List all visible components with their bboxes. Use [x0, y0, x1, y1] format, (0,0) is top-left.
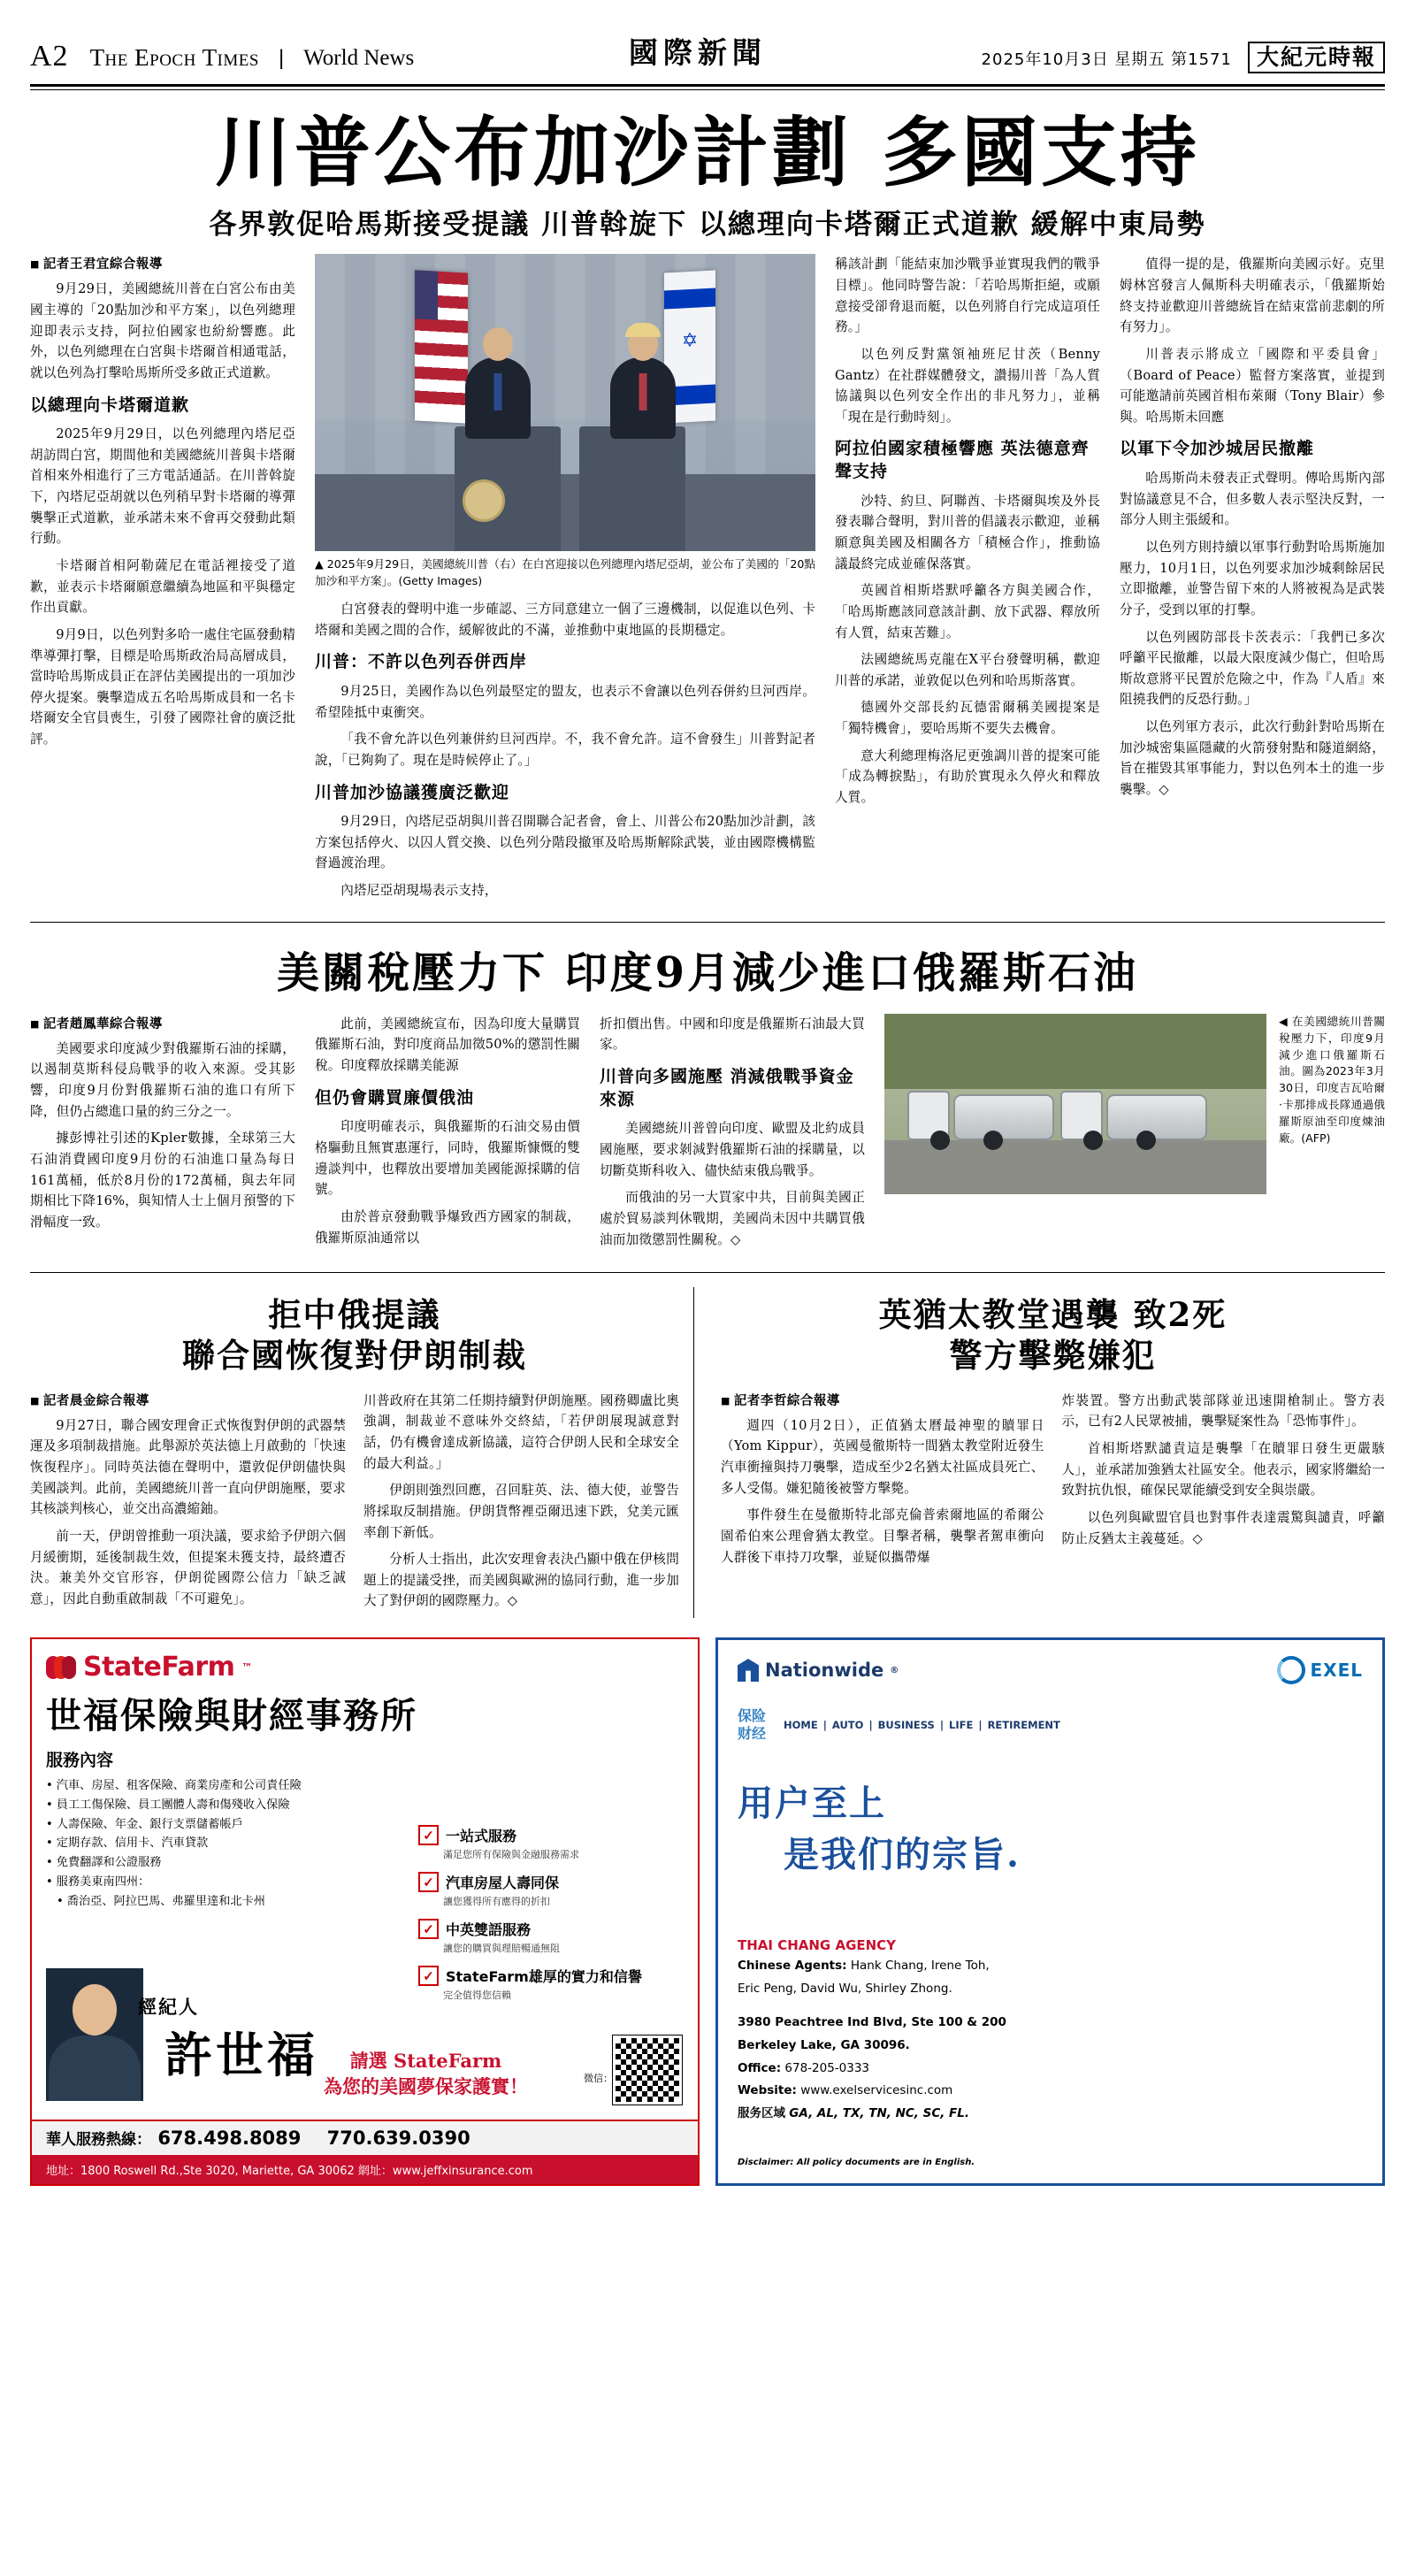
story4-headline-line1: 英猶太教堂遇襲 致2死 — [878, 1295, 1228, 1335]
paragraph: 據彭博社引述的Kpler數據，全球第三大石油消費國印度9月份的石油進口量為每日161萬桶，低於8月份的172萬桶，與去年同期相比下降16%，與知情人士上個月預警的下滑幅度一致。 — [30, 1131, 295, 1230]
advertisements — [30, 1637, 1385, 2186]
lead-photo-caption: ▲ 2025年9月29日，美國總統川普（右）在白宮迎接以色列總理內塔尼亞胡，並公布了美國的「20點加沙和平方案」。(Getty Images) — [315, 557, 815, 588]
registered-symbol: ® — [890, 1665, 899, 1675]
story3-byline: ■ 記者晨金綜合報導 — [30, 1391, 346, 1409]
website-label: Website: — [738, 2083, 797, 2098]
paragraph: 週四（10月2日），正值猶太曆最神聖的贖罪日（Yom Kippur），英國曼徹斯特一間猶太教堂附近發生汽車衝撞與持刀襲擊，造成至少2名猶太社區成員死亡、多人受傷。嫌犯隨後被警方擊斃。 — [721, 1417, 1044, 1496]
story4 — [721, 1287, 1385, 1618]
nationwide-logo — [738, 1659, 899, 1682]
paragraph: 意大利總理梅洛尼更強調川普的提案可能「成為轉捩點」，有助於實現永久停火和釋放人質。 — [835, 748, 1100, 806]
ad-state-farm[interactable] — [30, 1637, 700, 2186]
nationwide-brand: Nationwide — [765, 1660, 884, 1682]
paragraph: 伊朗則強烈回應，召回駐英、法、德大使，並警告將採取反制措施。伊朗貨幣裡亞爾迅速下跌，兌美元匯率創下新低。 — [363, 1483, 679, 1540]
paragraph: 稱該計劃「能結束加沙戰爭並實現我們的戰爭目標」。他同時警告說：「若哈馬斯拒絕，或願意接受卻脅退而艇，以色列將自行完成這項任務。」 — [835, 257, 1100, 335]
ad-nationwide[interactable] — [715, 1637, 1385, 2186]
feature-item — [418, 1872, 684, 1892]
ad-slogan — [738, 1778, 1363, 1881]
list-item: • 免費翻譯和公證服務 — [46, 1853, 684, 1873]
state-farm-brand: StateFarm — [83, 1652, 235, 1683]
story2-divider — [30, 922, 1385, 923]
feature-item — [418, 1919, 684, 1939]
paragraph: 9月27日，聯合國安理會正式恢復對伊朗的武器禁運及多項制裁措施。此舉源於英法德上月啟動的「快速恢復程序」。同時英法德在聲明中，還敦促伊朗儘快與美國談判。此前，美國總統川普一直向伊朗施壓，要求其核談判核心，並交出高濃縮鈾。 — [30, 1417, 346, 1517]
ad-address-bar: 地址：1800 Roswell Rd.,Ste 3020, Mariette, GA 30062 網址：www.jeffxinsurance.com — [32, 2155, 698, 2184]
check-icon: ✓ — [418, 1872, 439, 1892]
paragraph: 「我不會允許以色列兼併約旦河西岸。不，我不會允許。這不會發生」川普對記者說，「已夠夠了。現在是時候停止了。」 — [315, 732, 815, 768]
story2-subheading-1: 但仍會購買廉價俄油 — [315, 1087, 475, 1108]
paragraph: 卡塔爾首相阿勒薩尼在電話裡接受了道歉，並表示卡塔爾願意繼續為地區和平與穩定作出貢獻。 — [30, 557, 295, 616]
israel-flag-icon: ✡ — [664, 271, 715, 424]
story3-headline — [30, 1294, 679, 1376]
list-item: • 喬治亞、阿拉巴馬、弗羅里達和北卡州 — [57, 1892, 684, 1912]
phone-number-2[interactable]: 770.639.0390 — [326, 2128, 470, 2150]
masthead-left — [30, 40, 414, 73]
agent-label: 經紀人 — [138, 1996, 199, 2019]
agent-photo — [46, 1968, 143, 2101]
lead-subheading-4: 阿拉伯國家積極響應 英法德意齊聲支持 — [835, 439, 1090, 482]
nav-item-business[interactable]: BUSINESS — [877, 1719, 935, 1732]
lead-column-2 — [315, 254, 815, 907]
agents-line-2: Eric Peng, David Wu, Shirley Zhong. — [738, 1981, 952, 1996]
ad-red-message — [324, 2049, 528, 2099]
address-line-2: Berkeley Lake, GA 30096. — [738, 2037, 910, 2052]
office-line — [738, 2059, 1363, 2079]
agency-name: THAI CHANG AGENCY — [738, 1937, 897, 1954]
masthead-right — [982, 42, 1385, 73]
paragraph: 值得一提的是，俄羅斯向美國示好。克里姆林宮發言人佩斯科夫明確表示，「俄羅斯始終支持並歡迎川普總統旨在結束當前悲劇的所有努力」。 — [1120, 257, 1385, 335]
story4-headline-line2: 警方擊斃嫌犯 — [949, 1336, 1157, 1376]
story4-headline — [721, 1294, 1385, 1376]
paragraph: 前一天，伊朗曾推動一項決議，要求給予伊朗六個月緩衝期，延後制裁生效，但提案未獲支持，最終遭否決。兼美外交官形容，伊朗從國際公信力「缺乏誠意」，因此自動重啟制裁「不可避免」。 — [30, 1528, 346, 1606]
agents-line-1: Hank Chang, Irene Toh, — [850, 1959, 990, 1974]
paragraph: 以色列方則持續以軍事行動對哈馬斯施加壓力，10月1日，以色列要求加沙城剩餘居民立即撤離，並警告留下來的人將被視為是武裝分子，受到以軍的打擊。 — [1120, 539, 1385, 617]
feature-title: 汽車房屋人壽同保 — [446, 1874, 560, 1892]
lead-subhead: 各界敦促哈馬斯接受提議 川普斡旋下 以總理向卡塔爾正式道歉 緩解中東局勢 — [209, 209, 1206, 242]
masthead-rule-thick — [30, 84, 1385, 87]
paper-logo-cn: 大紀元時報 — [1248, 42, 1385, 73]
lead-byline: ■ 記者王君宜綜合報導 — [30, 254, 295, 272]
address-line-1: 3980 Peachtree Ind Blvd, Ste 100 & 200 — [738, 2014, 1006, 2029]
lead-story-grid — [30, 254, 1385, 907]
paragraph: 哈馬斯尚未發表正式聲明。傳哈馬斯內部對協議意見不合，但多數人表示堅決反對，一部分人則主張緩和。 — [1120, 471, 1385, 528]
lead-subheading-3: 川普加沙協議獲廣泛歡迎 — [315, 782, 510, 802]
paper-name: The Epoch Times — [89, 44, 259, 71]
nav-cn-line2: 财经 — [738, 1725, 767, 1743]
paragraph: 2025年9月29日，以色列總理內塔尼亞胡訪問白宮，期間他和美國總統川普與卡塔爾首相來外相進行了三方電話通話。在川普斡旋下，內塔尼亞胡就以色列稍早對卡塔爾的導彈襲擊正式道歉，並承諾未來不會再交發動此類行動。 — [30, 426, 295, 547]
story2-grid — [30, 1014, 1385, 1256]
story4-column-1 — [721, 1391, 1044, 1574]
website-line — [738, 2082, 1363, 2101]
check-icon: ✓ — [418, 1966, 439, 1986]
story3-headline-line2: 聯合國恢復對伊朗制裁 — [182, 1336, 527, 1376]
paragraph: 9月29日，內塔尼亞胡與川普召開聯合記者會，會上、川普公布20點加沙計劃，該方案包括停火、以囚人質交換、以色列分階段撤軍及哈馬斯解除武裝，並由國際機構監督過渡治理。 — [315, 814, 815, 871]
presidential-seal-icon — [463, 479, 505, 522]
nationwide-eagle-icon — [738, 1659, 759, 1682]
story3-column-2 — [363, 1391, 679, 1618]
story2-subheading-2: 川普向多國施壓 消減俄戰爭資金來源 — [600, 1067, 854, 1109]
office-label: Office: — [738, 2060, 782, 2075]
nationwide-header — [738, 1656, 1363, 1684]
paragraph: 以色列國防部長卡茨表示：「我們已多次呼籲平民撤離，以最大限度減少傷亡，但哈馬斯故意將平民置於危險之中，作為『人盾』來阻撓我們的反恐行動。」 — [1120, 629, 1385, 708]
paragraph: 美國要求印度減少對俄羅斯石油的採購，以遏制莫斯科侵烏戰爭的收入來源。受其影響，印度9月份對俄羅斯石油的進口有所下降，但仍占總進口量的約三分之一。 — [30, 1040, 295, 1119]
ad-nav[interactable]: 保险 财经 HOME | AUTO | BUSINESS | LIFE | RETIREMENT — [738, 1707, 1060, 1743]
masthead-rule-thin — [30, 89, 1385, 90]
lead-subheading-5: 以軍下令加沙城居民撤離 — [1120, 439, 1315, 459]
paragraph: 以色列軍方表示，此次行動針對哈馬斯在加沙城密集區隱藏的火箭發射點和隧道網絡，旨在摧毀其軍事能力，對以色列本土的進一步襲擊。◇ — [1120, 719, 1385, 798]
lower-divider — [30, 1272, 1385, 1273]
service-area-label: 服务区域 — [738, 2106, 785, 2121]
paragraph: 9月25日，美國作為以色列最堅定的盟友，也表示不會讓以色列吞併約旦河西岸。希望陸抵中東衝突。 — [315, 684, 815, 720]
nav-item-life[interactable]: LIFE — [949, 1719, 974, 1732]
story3 — [30, 1287, 694, 1618]
phone-number-1[interactable]: 678.498.8089 — [157, 2128, 302, 2150]
oil-tanker-photo — [884, 1014, 1266, 1194]
paragraph: 由於普京發動戰爭爆致西方國家的制裁，俄羅斯原油通常以 — [315, 1208, 580, 1246]
story3-headline-line1: 拒中俄提議 — [268, 1295, 441, 1335]
ad-disclaimer: Disclaimer: All policy documents are in English. — [738, 2158, 975, 2168]
feature-sub: 滿足您所有保險與金融服務需求 — [443, 1849, 579, 1861]
paragraph: 以色列與歐盟官員也對事件表達震驚與譴責，呼籲防止反猶太主義蔓延。◇ — [1061, 1509, 1385, 1546]
paragraph: 沙特、約旦、阿聯酋、卡塔爾與埃及外長發表聯合聲明，對川普的倡議表示歡迎，並稱願意與美國及相關各方「積極合作」，推動協議最終完成並確保落實。 — [835, 493, 1100, 571]
state-farm-logo — [46, 1652, 684, 1683]
exel-logo — [1277, 1656, 1364, 1684]
list-item: • 員工工傷保險、員工團體人壽和傷殘收入保險 — [46, 1796, 684, 1815]
paragraph: 以色列反對黨領袖班尼甘茨（Benny Gantz）在社群媒體發文，讚揚川普「為人質協議與以色列安全作出的非凡努力」，並稱「現在是行動時刻」。 — [835, 346, 1100, 425]
masthead-divider: | — [278, 46, 285, 70]
lead-subheading-1: 以總理向卡塔爾道歉 — [30, 395, 190, 415]
list-item: • 服務美東南四州： — [46, 1873, 684, 1892]
press-conference-photo — [315, 254, 815, 551]
nav-item-home[interactable]: HOME — [784, 1719, 818, 1732]
service-area-value: GA, AL, TX, TN, NC, SC, FL. — [789, 2106, 970, 2121]
paragraph: 此前，美國總統宣布，因為印度大量購買俄羅斯石油，對印度商品加徵50%的懲罰性關稅。印度釋放採購美能源 — [315, 1016, 580, 1074]
service-area-line — [738, 2104, 1363, 2124]
story4-column-2 — [1062, 1391, 1386, 1574]
feature-title: 一站式服務 — [446, 1828, 517, 1845]
section-name-en: World News — [303, 46, 415, 70]
story2-column-1 — [30, 1014, 295, 1256]
feature-sub: 讓您獲得所有應得的折扣 — [443, 1896, 550, 1908]
feature-sub: 讓您的購買與理賠暢通無阻 — [443, 1943, 560, 1955]
paragraph: 內塔尼亞胡現場表示支持， — [340, 883, 498, 899]
paragraph: 折扣價出售。中國和印度是俄羅斯石油最大買家。 — [600, 1016, 865, 1053]
qr-code-icon[interactable] — [613, 2036, 682, 2104]
feature-sub: 完全值得您信賴 — [443, 1990, 511, 2002]
story4-columns — [721, 1391, 1385, 1574]
story2-photo-caption: ◀ 在美國總統川普關稅壓力下，印度9月減少進口俄羅斯石油。圖為2023年3月30日，印度吉瓦哈爾·卡那排成長隊通過俄羅斯原油至印度煉油廠。(AFP) — [1279, 1014, 1385, 1145]
nav-item-auto[interactable]: AUTO — [831, 1719, 864, 1732]
list-item: • 人壽保險、年金、銀行支票儲蓄帳戶 — [46, 1815, 684, 1835]
agent-name: 許世福 — [164, 2027, 318, 2084]
slogan-line1: 用户至上 — [738, 1782, 886, 1825]
lead-headline: 川普公布加沙計劃 多國支持 — [215, 108, 1200, 197]
section-name-cn: 國際新聞 — [628, 35, 767, 70]
check-icon: ✓ — [418, 1919, 439, 1939]
red-message-line1: 請選 StateFarm — [349, 2050, 502, 2073]
exel-brand: EXEL — [1310, 1660, 1363, 1682]
lead-photo — [315, 254, 815, 590]
us-flag-icon — [415, 271, 468, 424]
nav-cn-line1: 保险 — [738, 1707, 767, 1725]
paragraph: 9月9日，以色列對多哈一處住宅區發動精準導彈打擊，目標是哈馬斯政治局高層成員，當時哈馬斯成員正在評估美國提出的一項加沙停火提案。襲擊造成五名哈馬斯成員和一名卡塔爾安全官員喪生，引發了國際社會的廣泛批評。 — [30, 626, 295, 748]
paragraph: 美國總統川普曾向印度、歐盟及北約成員國施壓，要求剝減對俄羅斯石油的採購量，以切斷莫斯科收入、儘快結束俄烏戰爭。 — [600, 1121, 865, 1178]
services-heading: 服務內容 — [46, 1751, 114, 1771]
agents-label: Chinese Agents: — [738, 1959, 847, 1974]
feature-title: 中英雙語服務 — [446, 1921, 532, 1939]
lead-column-3 — [835, 254, 1100, 907]
state-farm-mark-icon — [46, 1656, 76, 1679]
ad-phone-bar[interactable] — [32, 2120, 698, 2154]
masthead — [30, 0, 1385, 79]
story3-columns — [30, 1391, 679, 1618]
qr-label: 微信： — [584, 2073, 613, 2085]
lower-stories — [30, 1287, 1385, 1618]
paragraph: 首相斯塔默譴責這是襲擊「在贖罪日發生更嚴駭人」，並承諾加強猶太社區安全。他表示，國家將繼給一致對抗仇恨，確保民眾能續受到安全與崇嚴。 — [1061, 1440, 1385, 1499]
paragraph: 川普政府在其第二任期持續對伊朗施壓。國務卿盧比奧強調，制裁並不意味外交終結，「若伊朗展現誠意對話，仍有機會達成新協議，這符合伊朗人民和全球安全的最大利益。」 — [363, 1392, 679, 1471]
story4-byline: ■ 記者李哲綜合報導 — [721, 1391, 1044, 1409]
agents-line — [738, 1957, 1363, 1976]
nav-cn — [738, 1707, 766, 1743]
issue-date: 2025年10月3日 星期五 第1571 — [981, 50, 1232, 69]
exel-ring-icon — [1277, 1656, 1305, 1684]
paragraph: 白宮發表的聲明中進一步確認、三方同意建立一個了三邊機制，以促進以色列、卡塔爾和美國之間的合作，緩解彼此的不滿，並推動中東地區的長期穩定。 — [315, 602, 815, 638]
lead-column-4 — [1120, 254, 1385, 907]
office-phone[interactable]: 678-205-0333 — [784, 2060, 870, 2075]
lead-subheading-2: 川普：不許以色列吞併西岸 — [315, 652, 528, 672]
feature-item — [418, 1825, 684, 1845]
paragraph: 印度明確表示，與俄羅斯的石油交易由價格驅動且無實惠運行，同時，俄羅斯慷慨的雙邊談判中，也釋放出要增加美國能源採購的信號。 — [315, 1119, 580, 1198]
paragraph: 炸裝置。警方出動武裝部隊並迅速開槍制止。警方表示，已有2人民眾被捕，襲擊疑案性為「恐怖事件」。 — [1061, 1392, 1385, 1430]
page-number: A2 — [30, 40, 69, 73]
check-icon: ✓ — [418, 1825, 439, 1845]
story2-photo-block — [884, 1014, 1385, 1256]
story2-column-3 — [600, 1014, 865, 1256]
list-item: • 定期存款、信用卡、汽車貸款 — [46, 1834, 684, 1853]
website-url[interactable]: www.exelservicesinc.com — [800, 2083, 953, 2098]
list-item: • 汽車、房屋、租客保險、商業房產和公司責任險 — [46, 1776, 684, 1796]
paragraph: 而俄油的另一大買家中共，目前與美國正處於貿易談判休戰期，美國尚未因中共購買俄油而加徵懲罰性關稅。◇ — [600, 1190, 865, 1247]
paragraph: 事件發生在曼徹斯特北部克倫普索爾地區的希爾公園希伯來公理會猶太教堂。目擊者稱，襲擊者駕車衝向人群後下車持刀攻擊，並疑似攜帶爆 — [721, 1507, 1044, 1565]
paragraph: 分析人士指出，此次安理會表決凸顯中俄在伊核問題上的提議受挫，而美國與歐洲的協同行動，進一步加大了對伊朗的國際壓力。◇ — [363, 1552, 679, 1609]
paragraph: 法國總統馬克龍在X平台發聲明稱，歡迎川普的承諾，並敦促以色列和哈馬斯落實。 — [835, 652, 1100, 688]
story2-byline: ■ 記者趙鳳華綜合報導 — [30, 1014, 295, 1032]
feature-item — [418, 1966, 684, 1986]
slogan-line2: 是我们的宗旨. — [784, 1834, 1021, 1876]
lead-column-1 — [30, 254, 295, 907]
story3-column-1 — [30, 1391, 346, 1618]
red-message-line2: 為您的美國夢保家護實！ — [324, 2074, 528, 2097]
paragraph: 英國首相斯塔默呼籲各方與美國合作，「哈馬斯應該同意該計劃、放下武器、釋放所有人質，結束苦難」。 — [835, 583, 1100, 640]
nav-item-retirement[interactable]: RETIREMENT — [987, 1719, 1060, 1732]
phone-label: 華人服務熱線： — [46, 2131, 151, 2150]
paragraph: 9月29日，美國總統川普在白宮公布由美國主導的「20點加沙和平方案」，以色列總理迎即表示支持，阿拉伯國家也紛紛響應。此外，以色列總理在白宮與卡塔爾首相通電話，就以色列為打擊哈馬斯所受多啟正式道歉。 — [30, 281, 295, 380]
paragraph: 德國外交部長約瓦德雷爾稱美國提案是「獨特機會」，要哈馬斯不要失去機會。 — [835, 700, 1100, 737]
story2-headline: 美關稅壓力下 印度9月減少進口俄羅斯石油 — [276, 947, 1139, 998]
ad-feature-checks — [418, 1825, 684, 2012]
ad-title: 世福保險與財經事務所 — [46, 1695, 417, 1737]
trademark-symbol: ™ — [241, 1660, 252, 1674]
story2-column-2 — [315, 1014, 580, 1256]
feature-title: StateFarm雄厚的實力和信譽 — [446, 1968, 642, 1986]
paragraph: 川普表示將成立「國際和平委員會」（Board of Peace）監督方案落實，並提到可能邀請前英國首相布萊爾（Tony Blair）參與。哈馬斯未回應 — [1120, 346, 1385, 425]
